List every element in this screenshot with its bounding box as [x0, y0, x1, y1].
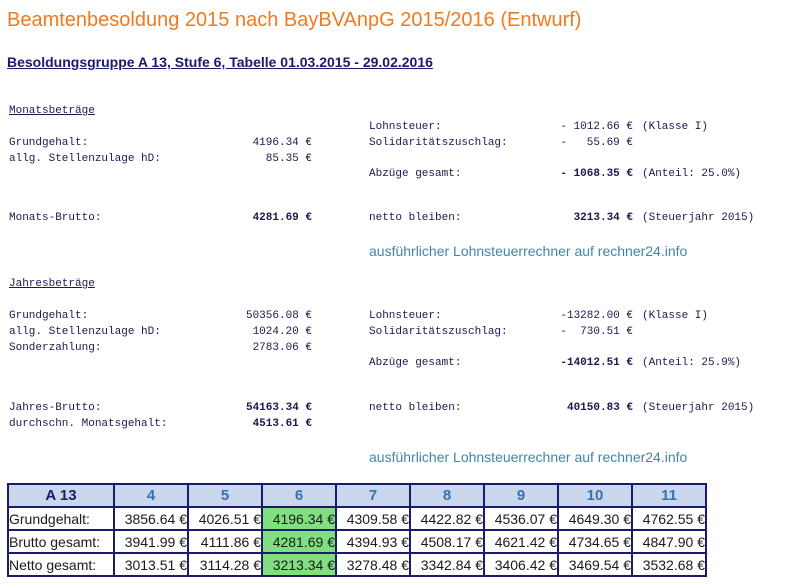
monthly-grund-label: Grundgehalt:	[9, 137, 89, 149]
yearly-abzuege-note: (Anteil: 25.9%)	[642, 357, 742, 369]
table-cell: 4309.58 €	[336, 507, 410, 530]
table-cell: 4394.93 €	[336, 530, 410, 553]
yearly-abzuege-value: -14012.51 €	[560, 357, 633, 369]
table-cell: 3406.42 €	[484, 553, 558, 576]
table-row-label: Brutto gesamt:	[8, 530, 114, 553]
table-cell: 3114.28 €	[188, 553, 262, 576]
page-title: Beamtenbesoldung 2015 nach BayBVAnpG 2015/2016 (Entwurf)	[7, 9, 582, 31]
monthly-soli-value: - 55.69 €	[560, 137, 633, 149]
yearly-zulage-label: allg. Stellenzulage hD:	[9, 326, 161, 338]
yearly-abzuege-label: Abzüge gesamt:	[369, 357, 462, 369]
yearly-lohnsteuer-label: Lohnsteuer:	[369, 310, 442, 322]
yearly-durchschn-value: 4513.61 €	[252, 418, 312, 430]
yearly-zulage-value: 1024.20 €	[252, 326, 312, 338]
monthly-brutto-label: Monats-Brutto:	[9, 212, 102, 224]
table-step-header: 4	[114, 484, 188, 507]
yearly-grund-value: 50356.08 €	[245, 310, 312, 322]
yearly-soli-value: - 730.51 €	[560, 326, 633, 338]
table-row-label: Grundgehalt:	[8, 507, 114, 530]
table-step-header: 10	[558, 484, 632, 507]
table-cell-highlighted: 4196.34 €	[262, 507, 336, 530]
table-step-header: 6	[262, 484, 336, 507]
table-cell: 4422.82 €	[410, 507, 484, 530]
yearly-sonder-value: 2783.06 €	[252, 342, 312, 354]
yearly-grund-label: Grundgehalt:	[9, 310, 89, 322]
page-subtitle: Besoldungsgruppe A 13, Stufe 6, Tabelle 01.03.2015 - 29.02.2016	[7, 54, 433, 70]
monthly-abzuege-label: Abzüge gesamt:	[369, 168, 462, 180]
table-row-label: Netto gesamt:	[8, 553, 114, 576]
salary-step-table	[7, 483, 707, 577]
yearly-heading: Jahresbeträge	[9, 278, 95, 290]
monthly-heading: Monatsbeträge	[9, 105, 95, 117]
table-step-header: 7	[336, 484, 410, 507]
yearly-lohnsteuer-note: (Klasse I)	[642, 310, 709, 322]
yearly-brutto-value: 54163.34 €	[245, 402, 312, 414]
monthly-lohnsteuer-label: Lohnsteuer:	[369, 121, 442, 133]
table-cell: 3469.54 €	[558, 553, 632, 576]
table-step-header: 5	[188, 484, 262, 507]
table-cell-highlighted: 3213.34 €	[262, 553, 336, 576]
monthly-netto-value: 3213.34 €	[573, 212, 633, 224]
table-row-brutto	[8, 530, 706, 553]
yearly-netto-value: 40150.83 €	[566, 402, 633, 414]
table-step-header: 9	[484, 484, 558, 507]
table-step-header: 8	[410, 484, 484, 507]
table-cell: 3941.99 €	[114, 530, 188, 553]
yearly-netto-label: netto bleiben:	[369, 402, 462, 414]
table-cell: 3013.51 €	[114, 553, 188, 576]
yearly-lohnsteuerrechner-link[interactable]: ausführlicher Lohnsteuerrechner auf rechner24.info	[369, 449, 688, 465]
monthly-zulage-label: allg. Stellenzulage hD:	[9, 153, 161, 165]
monthly-zulage-value: 85.35 €	[265, 153, 312, 165]
table-cell: 4621.42 €	[484, 530, 558, 553]
monthly-lohnsteuer-note: (Klasse I)	[642, 121, 709, 133]
table-cell: 4649.30 €	[558, 507, 632, 530]
table-cell: 4536.07 €	[484, 507, 558, 530]
monthly-netto-label: netto bleiben:	[369, 212, 462, 224]
monthly-brutto-value: 4281.69 €	[252, 212, 312, 224]
table-corner-group: A 13	[8, 484, 114, 507]
table-row-grundgehalt	[8, 507, 706, 530]
table-cell: 3342.84 €	[410, 553, 484, 576]
table-cell: 3532.68 €	[632, 553, 706, 576]
yearly-soli-label: Solidaritätszuschlag:	[369, 326, 508, 338]
yearly-sonder-label: Sonderzahlung:	[9, 342, 102, 354]
table-cell: 4111.86 €	[188, 530, 262, 553]
monthly-grund-value: 4196.34 €	[252, 137, 312, 149]
table-row-netto	[8, 553, 706, 576]
monthly-soli-label: Solidaritätszuschlag:	[369, 137, 508, 149]
yearly-lohnsteuer-value: -13282.00 €	[560, 310, 633, 322]
yearly-durchschn-label: durchschn. Monatsgehalt:	[9, 418, 168, 430]
table-cell: 4762.55 €	[632, 507, 706, 530]
monthly-abzuege-note: (Anteil: 25.0%)	[642, 168, 742, 180]
yearly-netto-note: (Steuerjahr 2015)	[642, 402, 755, 414]
monthly-lohnsteuer-value: - 1012.66 €	[560, 121, 633, 133]
table-cell: 4734.65 €	[558, 530, 632, 553]
table-cell: 3856.64 €	[114, 507, 188, 530]
monthly-abzuege-value: - 1068.35 €	[560, 168, 633, 180]
table-cell: 4508.17 €	[410, 530, 484, 553]
yearly-brutto-label: Jahres-Brutto:	[9, 402, 102, 414]
monthly-lohnsteuerrechner-link[interactable]: ausführlicher Lohnsteuerrechner auf rechner24.info	[369, 243, 688, 259]
table-header-row	[8, 484, 706, 507]
table-step-header: 11	[632, 484, 706, 507]
monthly-netto-note: (Steuerjahr 2015)	[642, 212, 755, 224]
table-cell: 3278.48 €	[336, 553, 410, 576]
table-cell: 4847.90 €	[632, 530, 706, 553]
table-cell: 4026.51 €	[188, 507, 262, 530]
table-cell-highlighted: 4281.69 €	[262, 530, 336, 553]
